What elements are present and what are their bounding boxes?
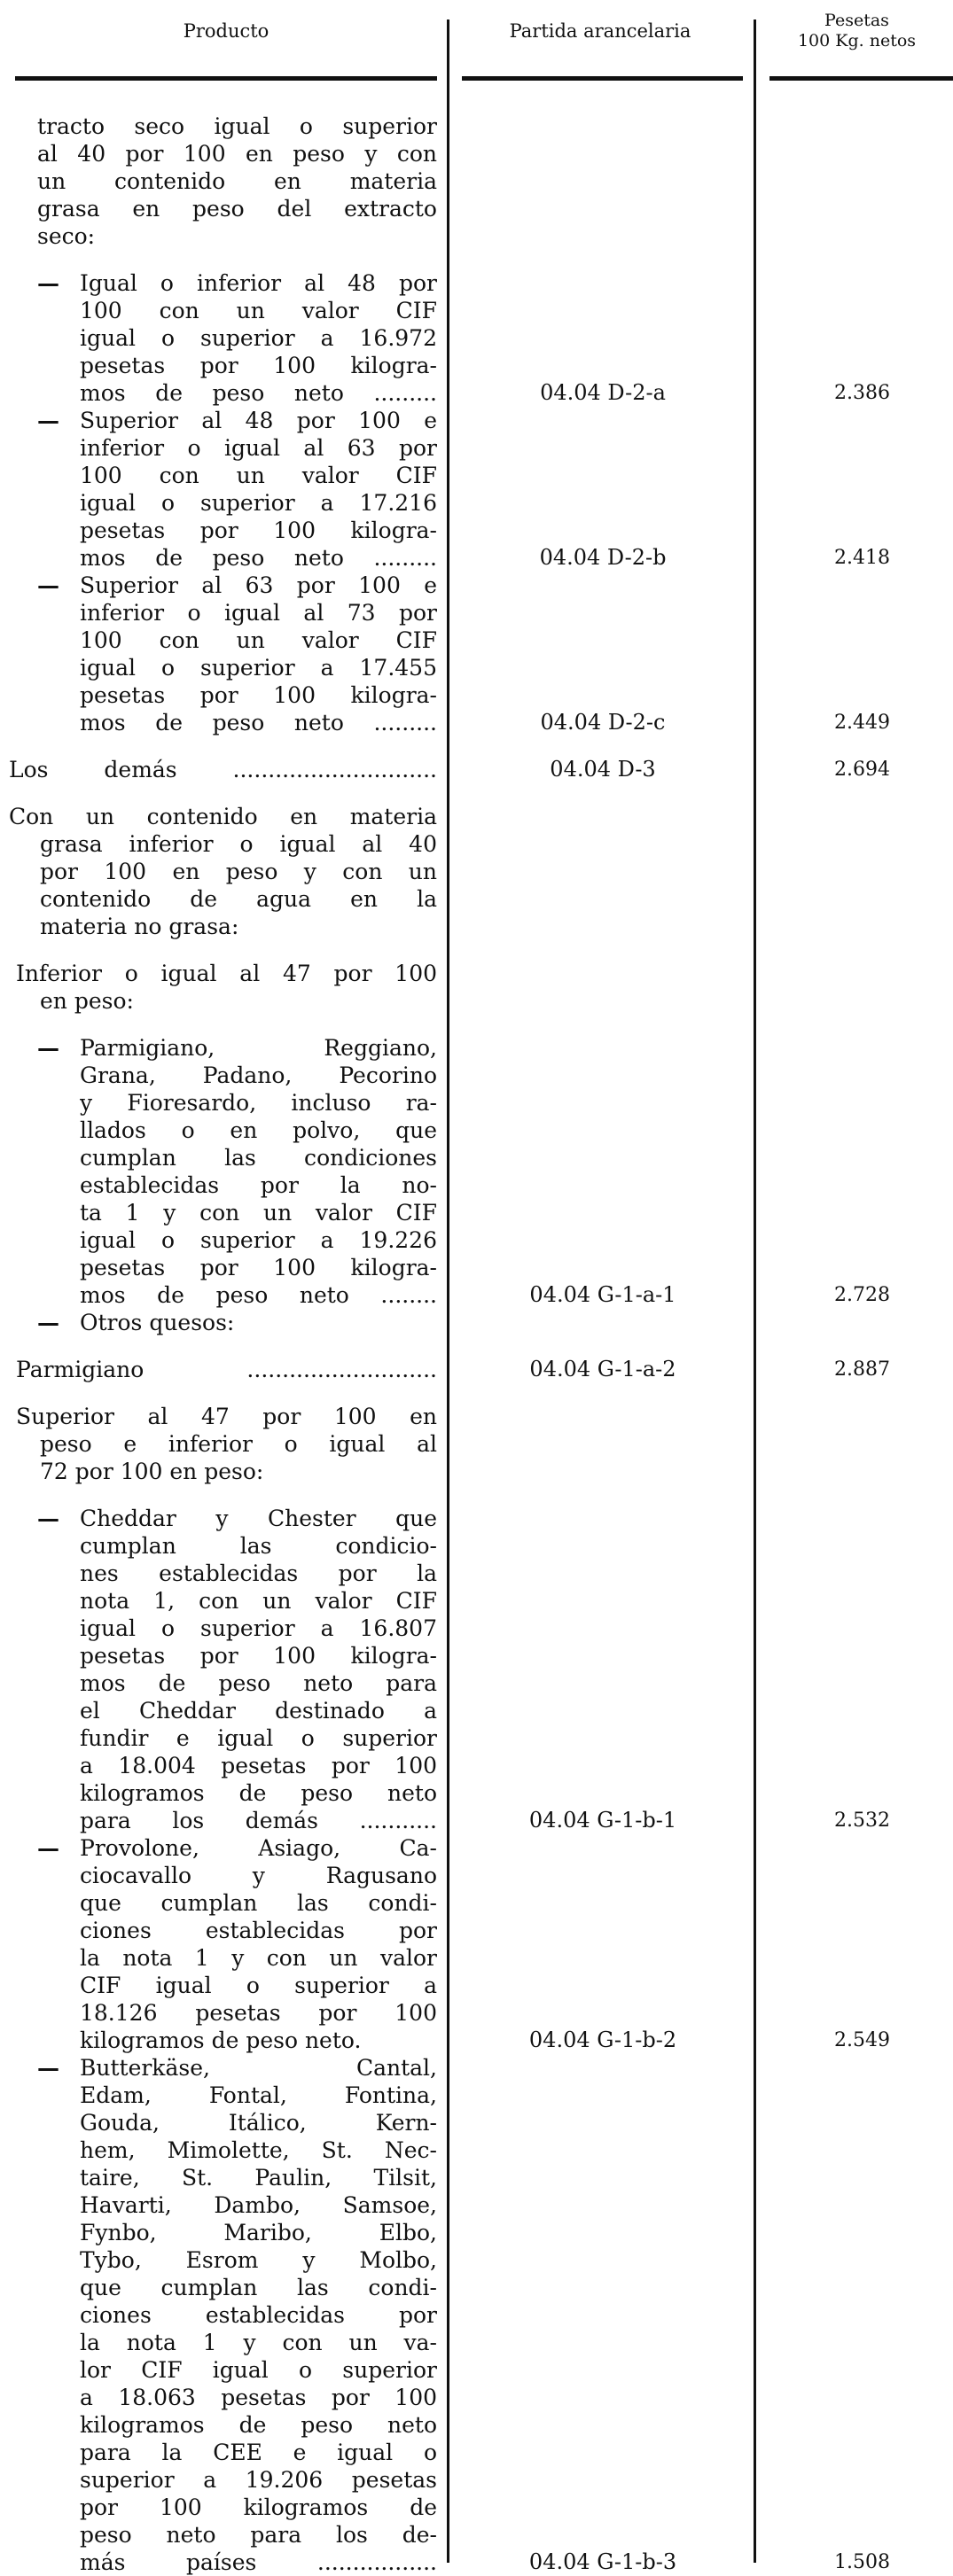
product-text-line: contenido de agua en la xyxy=(40,886,437,912)
product-text-line: Fynbo, Maribo, Elbo, xyxy=(80,2220,437,2245)
product-text-line: mos de peso neto ........ xyxy=(80,1282,437,1308)
product-text-line: pesetas por 100 kilogra- xyxy=(80,353,437,378)
table-row xyxy=(0,269,953,407)
product-text-line: mos de peso neto para xyxy=(80,1670,437,1696)
product-text-line: al 40 por 100 en peso y con xyxy=(37,141,437,167)
table-row xyxy=(0,1309,953,1336)
header-product: Producto xyxy=(183,20,269,42)
product-text-line: Superior al 63 por 100 e xyxy=(80,572,437,598)
tariff-code: 04.04 D-2-c xyxy=(540,710,666,735)
product-text-line: Havarti, Dambo, Samsoe, xyxy=(80,2192,437,2218)
product-text-line: fundir e igual o superior xyxy=(80,1725,437,1751)
product-text-line: mos de peso neto ......... xyxy=(80,710,437,735)
table-row xyxy=(0,803,953,940)
product-text-line: Los demás ............................. xyxy=(9,757,437,782)
product-text-line: peso neto para los de- xyxy=(80,2522,437,2548)
tariff-code: 04.04 G-1-a-2 xyxy=(529,1357,676,1381)
product-text-line: pesetas por 100 kilogra- xyxy=(80,518,437,543)
product-text-line: Otros quesos: xyxy=(80,1310,235,1335)
product-text-line: taire, St. Paulin, Tilsit, xyxy=(80,2165,437,2191)
pesetas-value: 2.386 xyxy=(834,382,890,404)
product-text-line: Edam, Fontal, Fontina, xyxy=(80,2082,437,2108)
product-text-line: Grana, Padano, Pecorino xyxy=(80,1062,437,1088)
product-text-line: 100 con un valor CIF xyxy=(80,463,437,488)
header-rule-tariff xyxy=(462,76,743,81)
pesetas-value: 2.728 xyxy=(834,1284,890,1306)
pesetas-value: 2.694 xyxy=(834,759,890,781)
product-text-line: grasa inferior o igual al 40 xyxy=(40,831,437,857)
dash-bullet-icon: — xyxy=(37,1835,59,1861)
table-row xyxy=(0,1034,953,1309)
product-text-line: 100 con un valor CIF xyxy=(80,298,437,323)
table-row xyxy=(0,572,953,736)
product-text-line: por 100 kilogramos de xyxy=(80,2494,437,2520)
product-text-line: lor CIF igual o superior xyxy=(80,2357,437,2383)
table-row xyxy=(0,960,953,1015)
product-text-line: seco: xyxy=(37,223,96,249)
product-text-line: Superior al 48 por 100 e xyxy=(80,408,437,433)
product-text-line: igual o superior a 17.216 xyxy=(80,490,437,516)
product-text-line: ciocavallo y Ragusano xyxy=(80,1863,437,1888)
product-text-line: más países ................. xyxy=(80,2549,437,2575)
tariff-code: 04.04 D-3 xyxy=(550,757,656,782)
tariff-code: 04.04 D-2-b xyxy=(539,545,667,570)
product-text-line: Gouda, Itálico, Kern- xyxy=(80,2110,437,2136)
product-text-line: Parmigiano, Reggiano, xyxy=(80,1035,437,1061)
product-text-line: un contenido en materia xyxy=(37,168,437,194)
product-text-line: 72 por 100 en peso: xyxy=(40,1459,264,1484)
table-row xyxy=(0,113,953,250)
product-text-line: para los demás ........... xyxy=(80,1808,437,1833)
product-text-line: por 100 en peso y con un xyxy=(40,859,437,884)
dash-bullet-icon: — xyxy=(37,1310,59,1335)
product-text-line: cumplan las condicio- xyxy=(80,1533,437,1559)
pesetas-value: 2.418 xyxy=(834,547,890,569)
table-row xyxy=(0,2054,953,2576)
table-row xyxy=(0,1356,953,1383)
product-text-line: igual o superior a 17.455 xyxy=(80,655,437,681)
product-text-line: igual o superior a 16.972 xyxy=(80,325,437,351)
product-text-line: grasa en peso del extracto xyxy=(37,196,437,222)
product-text-line: nota 1, con un valor CIF xyxy=(80,1588,437,1614)
product-text-line: igual o superior a 16.807 xyxy=(80,1615,437,1641)
dash-bullet-icon: — xyxy=(37,408,59,433)
product-text-line: el Cheddar destinado a xyxy=(80,1698,437,1724)
header-tariff: Partida arancelaria xyxy=(509,20,691,42)
product-text-line: pesetas por 100 kilogra- xyxy=(80,1255,437,1280)
pesetas-value: 1.508 xyxy=(834,2551,890,2573)
product-text-line: inferior o igual al 73 por xyxy=(80,600,437,626)
product-text-line: establecidas por la no- xyxy=(80,1172,437,1198)
product-text-line: Butterkäse, Cantal, xyxy=(80,2055,437,2081)
product-text-line: igual o superior a 19.226 xyxy=(80,1227,437,1253)
dash-bullet-icon: — xyxy=(37,2055,59,2081)
product-text-line: en peso: xyxy=(40,988,134,1014)
product-text-line: superior a 19.206 pesetas xyxy=(80,2467,437,2493)
product-text-line: kilogramos de peso neto. xyxy=(80,2027,362,2053)
product-text-line: nes establecidas por la xyxy=(80,1560,437,1586)
header-pesetas-line2: 100 Kg. netos xyxy=(797,31,917,51)
table-row xyxy=(0,407,953,572)
product-text-line: que cumplan las condi- xyxy=(80,2275,437,2300)
product-text-line: la nota 1 y con un va- xyxy=(80,2330,437,2355)
product-text-line: pesetas por 100 kilogra- xyxy=(80,1643,437,1669)
table-row xyxy=(0,756,953,783)
product-text-line: inferior o igual al 63 por xyxy=(80,435,437,461)
tariff-table-body xyxy=(0,113,953,2576)
pesetas-value: 2.532 xyxy=(834,1809,890,1832)
product-text-line: y Fioresardo, incluso ra- xyxy=(80,1090,437,1116)
product-text-line: 100 con un valor CIF xyxy=(80,627,437,653)
product-text-line: que cumplan las condi- xyxy=(80,1890,437,1916)
product-text-line: llados o en polvo, que xyxy=(80,1117,437,1143)
product-text-line: Parmigiano ........................... xyxy=(16,1357,437,1382)
product-text-line: Igual o inferior al 48 por xyxy=(80,270,437,296)
product-text-line: la nota 1 y con un valor xyxy=(80,1945,437,1971)
table-row xyxy=(0,1505,953,1834)
product-text-line: a 18.004 pesetas por 100 xyxy=(80,1753,437,1778)
product-text-line: para la CEE e igual o xyxy=(80,2440,437,2465)
table-row xyxy=(0,1834,953,2054)
pesetas-value: 2.449 xyxy=(834,712,890,734)
product-text-line: kilogramos de peso neto xyxy=(80,2412,437,2438)
tariff-code: 04.04 D-2-a xyxy=(540,380,666,405)
product-text-line: a 18.063 pesetas por 100 xyxy=(80,2385,437,2410)
product-text-line: peso e inferior o igual al xyxy=(40,1431,437,1457)
dash-bullet-icon: — xyxy=(37,270,59,296)
product-text-line: hem, Mimolette, St. Nec- xyxy=(80,2137,437,2163)
product-text-line: cumplan las condiciones xyxy=(80,1145,437,1171)
product-text-line: tracto seco igual o superior xyxy=(37,113,437,139)
product-text-line: mos de peso neto ......... xyxy=(80,380,437,406)
tariff-code: 04.04 G-1-a-1 xyxy=(529,1282,676,1307)
product-text-line: ciones establecidas por xyxy=(80,2302,437,2328)
table-row xyxy=(0,1403,953,1485)
tariff-code: 04.04 G-1-b-3 xyxy=(528,2549,677,2574)
product-text-line: mos de peso neto ......... xyxy=(80,545,437,571)
header-rule-product xyxy=(15,76,437,81)
product-text-line: Cheddar y Chester que xyxy=(80,1506,437,1531)
product-text-line: materia no grasa: xyxy=(40,914,239,939)
product-text-line: ciones establecidas por xyxy=(80,1918,437,1943)
header-pesetas xyxy=(761,11,953,51)
product-text-line: CIF igual o superior a xyxy=(80,1973,437,1998)
product-text-line: pesetas por 100 kilogra- xyxy=(80,682,437,708)
tariff-code: 04.04 G-1-b-2 xyxy=(528,2027,677,2052)
product-text-line: Tybo, Esrom y Molbo, xyxy=(80,2247,437,2273)
product-text-line: 18.126 pesetas por 100 xyxy=(80,2000,437,2026)
product-text-line: Superior al 47 por 100 en xyxy=(16,1404,437,1429)
tariff-code: 04.04 G-1-b-1 xyxy=(528,1808,677,1833)
pesetas-value: 2.887 xyxy=(834,1358,890,1381)
product-text-line: ta 1 y con un valor CIF xyxy=(80,1200,437,1226)
product-text-line: Provolone, Asiago, Ca- xyxy=(80,1835,437,1861)
product-text-line: kilogramos de peso neto xyxy=(80,1780,437,1806)
dash-bullet-icon: — xyxy=(37,572,59,598)
dash-bullet-icon: — xyxy=(37,1035,59,1061)
product-text-line: Con un contenido en materia xyxy=(9,804,437,829)
header-rule-pesetas xyxy=(769,76,953,81)
product-text-line: Inferior o igual al 47 por 100 xyxy=(16,961,437,986)
pesetas-value: 2.549 xyxy=(834,2029,890,2051)
header-pesetas-line1: Pesetas xyxy=(824,11,889,30)
dash-bullet-icon: — xyxy=(37,1506,59,1531)
